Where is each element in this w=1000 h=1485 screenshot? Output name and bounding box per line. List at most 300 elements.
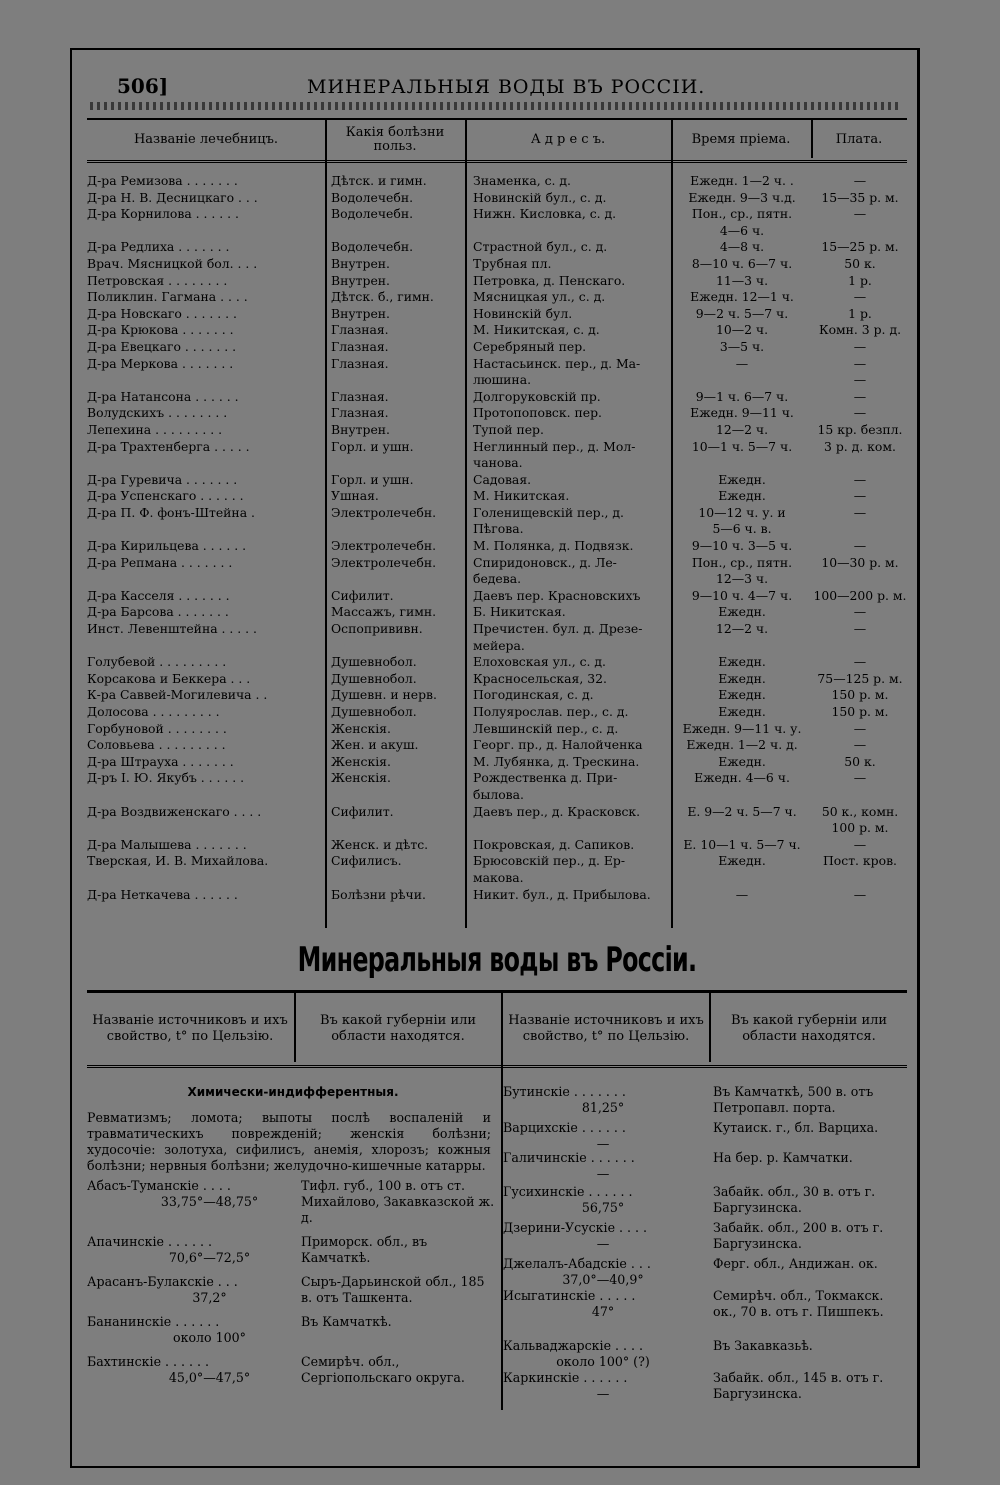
cell-time: Ежедн. xyxy=(718,604,766,620)
cell-address: бедева. xyxy=(473,571,522,587)
cell-diseases: Горл. и ушн. xyxy=(331,471,414,487)
cell-diseases: Электролечебн. xyxy=(331,554,437,570)
source-name: Бахтинскіе . . . . . . xyxy=(87,1354,210,1369)
cell-time: Ежедн. 1—2 ч. . xyxy=(690,173,794,188)
cell-time: Пон., ср., пятн. xyxy=(691,206,793,222)
list-item xyxy=(503,1084,907,1120)
cell-diseases: Дѣтск. и гимн. xyxy=(331,173,427,188)
cell-diseases: Внутрен. xyxy=(331,255,390,271)
cell-fee: — xyxy=(853,737,867,753)
cell-address: М. Никитская. xyxy=(473,488,570,504)
cell-name: Корсакова и Беккера . . . xyxy=(87,670,251,686)
source-name-cell xyxy=(503,1338,703,1370)
cell-diseases: Электролечебн. xyxy=(331,538,437,554)
cell-fee: 3 р. д. ком. xyxy=(824,438,896,454)
cell-time: Ежедн. xyxy=(718,753,766,769)
source-province: На бер. р. Камчатки. xyxy=(713,1150,853,1165)
cell-fee: — xyxy=(853,405,867,421)
cell-address: Голенищевскій пер., д. xyxy=(473,504,624,520)
cell-fee: 100 р. м. xyxy=(831,820,889,836)
cell-time: 9—1 ч. 6—7 ч. xyxy=(695,388,789,404)
cell-address: М. Полянка, д. Подвязк. xyxy=(473,538,634,554)
table-row xyxy=(87,804,907,821)
cell-name: Д-ра Касселя . . . . . . . xyxy=(87,587,230,603)
cell-diseases: Глазная. xyxy=(331,322,389,338)
table-row xyxy=(87,488,907,505)
cell-name: Д-ра Редлиха . . . . . . . xyxy=(87,239,230,255)
table-row xyxy=(87,604,907,621)
cell-fee: — xyxy=(853,471,867,487)
source-temp: 37,0°—40,9° xyxy=(562,1272,644,1287)
cell-fee: — xyxy=(853,488,867,504)
cell-name: Инст. Левенштейна . . . . . xyxy=(87,621,257,637)
cell-time: 10—12 ч. у. и xyxy=(698,504,786,520)
cell-fee: — xyxy=(853,504,867,520)
column-rule xyxy=(294,990,296,1062)
cell-time: 9—10 ч. 3—5 ч. xyxy=(691,538,793,554)
cell-address: Елоховская ул., с. д. xyxy=(473,654,606,670)
page-number: 506] xyxy=(117,74,169,98)
table-row xyxy=(87,190,907,207)
table-row xyxy=(87,621,907,638)
cell-time: 12—2 ч. xyxy=(715,421,769,437)
cell-diseases: Душевн. и нерв. xyxy=(331,687,437,703)
clinics-table-body xyxy=(87,173,907,903)
cell-diseases: Водолечебн. xyxy=(331,239,414,255)
list-item xyxy=(503,1256,907,1288)
source-province: Семирѣч. обл., Токмакск. ок., 70 в. отъ г. Пишпекъ. xyxy=(713,1288,884,1319)
cell-time: 10—1 ч. 5—7 ч. xyxy=(691,438,793,454)
table-row xyxy=(87,588,907,605)
cell-name: Д-ра Штрауха . . . . . . . xyxy=(87,753,234,769)
cell-name: Д-ра Воздвиженскаго . . . . xyxy=(87,803,262,819)
cell-time: 12—3 ч. xyxy=(715,571,769,587)
cell-address: чанова. xyxy=(473,455,523,471)
cell-diseases: Внутрен. xyxy=(331,305,390,321)
cell-fee: — xyxy=(853,538,867,554)
cell-name: Д-ра Новскаго . . . . . . . xyxy=(87,305,237,321)
source-temp: — xyxy=(596,1386,610,1401)
cell-fee: 150 р. м. xyxy=(831,687,889,703)
cell-address: Спиридоновск., д. Ле- xyxy=(473,554,617,570)
table-row xyxy=(87,638,907,655)
table-row xyxy=(87,687,907,704)
header-time: Время прiема. xyxy=(691,132,791,147)
source-province: Кутаиск. г., бл. Варциха. xyxy=(713,1120,879,1135)
cell-diseases: Душевнобол. xyxy=(331,670,417,686)
cell-address: Новинскій бул., с. д. xyxy=(473,189,607,205)
source-province: Ферг. обл., Андижан. ок. xyxy=(713,1256,878,1271)
source-name-cell xyxy=(503,1370,703,1402)
source-name-cell xyxy=(503,1084,703,1116)
book-page xyxy=(70,48,920,1468)
cell-time: 8—10 ч. 6—7 ч. xyxy=(691,255,793,271)
cell-fee: 15—35 р. м. xyxy=(821,189,899,205)
source-temp: 81,25° xyxy=(581,1100,625,1115)
source-temp: 37,2° xyxy=(192,1290,227,1305)
cell-name: Д-ра Малышева . . . . . . . xyxy=(87,836,247,852)
cell-address: М. Никитская, с. д. xyxy=(473,322,600,338)
header-name: Названiе лечебницъ. xyxy=(133,132,279,147)
source-temp: — xyxy=(596,1236,610,1251)
cell-name: Лепехина . . . . . . . . . xyxy=(87,421,223,437)
source-temp: 56,75° xyxy=(581,1200,625,1215)
cell-address: Даевъ пер. Красновскихъ xyxy=(473,587,641,603)
source-temp: — xyxy=(596,1136,610,1151)
cell-address: Красносельская, 32. xyxy=(473,670,607,686)
table-row xyxy=(87,820,907,837)
cell-diseases: Глазная. xyxy=(331,388,389,404)
cell-diseases: Дѣтск. б., гимн. xyxy=(331,289,434,305)
cell-fee: — xyxy=(853,654,867,670)
source-name: Гусихинскіе . . . . . . xyxy=(503,1184,633,1199)
cell-address: былова. xyxy=(473,786,524,802)
cell-time: 3—5 ч. xyxy=(719,338,765,354)
source-province: Въ Закавказьѣ. xyxy=(713,1338,813,1353)
table-row xyxy=(87,256,907,273)
cell-diseases: Глазная. xyxy=(331,405,389,421)
cell-fee: 50 к., комн. xyxy=(821,803,899,819)
source-province: Въ Камчаткѣ. xyxy=(301,1314,392,1329)
cell-name: Голубевой . . . . . . . . . xyxy=(87,654,227,670)
cell-time: 4—6 ч. xyxy=(719,222,765,238)
cell-name: Д-ра П. Ф. фонъ-Штейна . xyxy=(87,504,255,520)
cell-time: Ежедн. xyxy=(718,687,766,703)
source-name-cell xyxy=(87,1314,292,1346)
source-name: Абасъ-Туманскіе . . . . xyxy=(87,1178,231,1193)
cell-address: Петровка, д. Пенскаго. xyxy=(473,272,626,288)
cell-name: Петровская . . . . . . . . xyxy=(87,272,228,288)
source-name: Кальваджарскіе . . . . xyxy=(503,1338,644,1353)
table-row xyxy=(87,372,907,389)
table-row xyxy=(87,422,907,439)
cell-time: Ежедн. xyxy=(718,471,766,487)
source-name: Бананинскіе . . . . . . xyxy=(87,1314,220,1329)
cell-address: мейера. xyxy=(473,637,525,653)
source-name: Варцихскіе . . . . . . xyxy=(503,1120,626,1135)
cell-name: Врач. Мясницкой бол. . . . xyxy=(87,255,258,271)
cell-address: Серебряный пер. xyxy=(473,338,587,354)
cell-address: люшина. xyxy=(473,372,532,388)
header-province-left: Въ какой губерніи или области находятся. xyxy=(319,1013,477,1044)
cell-diseases: Оспопрививн. xyxy=(331,621,423,637)
cell-address: Покровская, д. Сапиков. xyxy=(473,836,635,852)
source-name-cell xyxy=(503,1184,703,1216)
cell-address: Страстной бул., с. д. xyxy=(473,239,608,255)
source-province: Тифл. губ., 100 в. отъ ст. Михайлово, Закавказской ж. д. xyxy=(301,1178,495,1225)
source-name: Исыгатинскіе . . . . . xyxy=(503,1288,636,1303)
table-row xyxy=(87,405,907,422)
cell-fee: — xyxy=(853,372,867,388)
source-province: Приморск. обл., въ Камчаткѣ. xyxy=(301,1234,428,1265)
source-name-cell xyxy=(503,1150,703,1182)
cell-address: Погодинская, с. д. xyxy=(473,687,594,703)
cell-fee: 50 к. xyxy=(844,753,876,769)
source-name: Бутинскіе . . . . . . . xyxy=(503,1084,626,1099)
table-row xyxy=(87,206,907,223)
cell-address: Полуярослав. пер., с. д. xyxy=(473,704,629,719)
cell-fee: 75—125 р. м. xyxy=(817,670,903,686)
cell-diseases: Женскія. xyxy=(331,720,391,736)
column-rule xyxy=(709,990,711,1062)
cell-diseases: Сифилит. xyxy=(331,803,394,819)
source-name-cell xyxy=(503,1120,703,1152)
running-title: МИНЕРАЛЬНЫЯ ВОДЫ ВЪ РОССIИ. xyxy=(307,76,706,98)
source-name: Дзерини-Усускіе . . . . xyxy=(503,1220,648,1235)
cell-diseases: Жен. и акуш. xyxy=(331,737,419,753)
cell-address: Даевъ пер., д. Красковск. xyxy=(473,803,641,819)
clinics-table-header xyxy=(87,118,907,163)
cell-address: Настасьинск. пер., д. Ма- xyxy=(473,355,641,371)
source-province: Забайк. обл., 30 в. отъ г. Баргузинска. xyxy=(713,1184,876,1215)
cell-time: Пон., ср., пятн. xyxy=(691,554,793,570)
cell-time: — xyxy=(735,886,749,902)
cell-fee: 1 р. xyxy=(848,272,872,288)
cell-diseases: Горл. и ушн. xyxy=(331,438,414,454)
cell-fee: 15 кр. безпл. xyxy=(817,421,903,437)
cell-time: Ежедн. xyxy=(718,654,766,670)
table-row xyxy=(87,555,907,572)
table-row xyxy=(87,704,907,721)
cell-name: Д-ра Кирильцева . . . . . . xyxy=(87,538,247,554)
source-name-cell xyxy=(503,1220,703,1252)
cell-name: Д-ра Евецкаго . . . . . . . xyxy=(87,338,237,354)
list-item xyxy=(503,1220,907,1256)
source-name-cell xyxy=(87,1274,292,1306)
source-province: Забайк. обл., 200 в. отъ г. Баргузинска. xyxy=(713,1220,884,1251)
source-temp: — xyxy=(596,1166,610,1181)
source-temp: 33,75°—48,75° xyxy=(160,1194,259,1209)
table-row xyxy=(87,356,907,373)
table-row xyxy=(87,737,907,754)
cell-fee: — xyxy=(853,886,867,902)
table-row xyxy=(87,538,907,555)
cell-fee: 10—30 р. м. xyxy=(821,554,899,570)
cell-fee: — xyxy=(853,289,867,305)
waters-right-column xyxy=(503,1084,907,1406)
cell-time: Ежедн. 9—11 ч. у. xyxy=(682,720,802,736)
cell-address: Нижн. Кисловка, с. д. xyxy=(473,206,617,222)
cell-address: Тупой пер. xyxy=(473,421,544,437)
source-province: Семирѣч. обл., Сергіопольскаго округа. xyxy=(301,1354,465,1385)
source-temp: 47° xyxy=(591,1304,615,1319)
cell-fee: — xyxy=(853,206,867,222)
decorative-rule xyxy=(90,102,900,110)
table-row xyxy=(87,754,907,771)
list-item xyxy=(503,1150,907,1184)
cell-name: Соловьева . . . . . . . . . xyxy=(87,737,226,753)
indications-text: Ревматизмъ; ломота; выпоты послѣ воспаленій и травматическихъ поврежденій; женскія болѣзни; худосочіе: золотуха, сифилисъ, анемія, хлорозъ; кожныя болѣзни; нервныя болѣзни; желудочно-кишечные катарры. xyxy=(87,1110,491,1173)
source-temp: 70,6°—72,5° xyxy=(168,1250,251,1265)
cell-fee: — xyxy=(853,621,867,637)
source-temp: около 100° (?) xyxy=(556,1354,650,1369)
table-row xyxy=(87,671,907,688)
cell-diseases: Сифилисъ. xyxy=(331,853,402,869)
list-item xyxy=(503,1184,907,1220)
cell-address: Пѣгова. xyxy=(473,521,524,537)
cell-diseases: Женск. и дѣтс. xyxy=(331,836,429,852)
cell-diseases: Душевнобол. xyxy=(331,654,417,670)
running-header xyxy=(117,68,917,104)
cell-name: Д-ра Крюкова . . . . . . . xyxy=(87,322,234,338)
section-title: Минеральныя воды въ Россіи. xyxy=(297,940,697,980)
cell-diseases: Глазная. xyxy=(331,338,389,354)
cell-diseases: Электролечебн. xyxy=(331,504,437,520)
table-row xyxy=(87,721,907,738)
header-diseases: Какiя болѣзни польз. xyxy=(345,125,445,154)
table-row xyxy=(87,306,907,323)
cell-name: К-ра Саввей-Могилевича . . xyxy=(87,687,268,703)
header-source-right: Названіе источниковъ и ихъ свойство, t° по Цельзію. xyxy=(508,1013,704,1044)
cell-address: Долгоруковскій пр. xyxy=(473,388,601,404)
table-row xyxy=(87,505,907,522)
cell-name: Д-ръ І. Ю. Якубъ . . . . . . xyxy=(87,770,245,786)
waters-table xyxy=(87,990,907,1401)
cell-address: Пречистен. бул. д. Дрезе- xyxy=(473,621,643,637)
cell-address: Неглинный пер., д. Мол- xyxy=(473,438,636,454)
cell-time: Ежедн. 12—1 ч. xyxy=(690,289,794,305)
source-province: Въ Камчаткѣ, 500 в. отъ Петропавл. порта. xyxy=(713,1084,874,1115)
cell-fee: — xyxy=(853,338,867,354)
cell-fee: — xyxy=(853,836,867,852)
cell-diseases: Глазная. xyxy=(331,355,389,371)
cell-address: Новинскій бул. xyxy=(473,305,573,321)
table-row xyxy=(87,439,907,456)
cell-address: Брюсовскій пер., д. Ер- xyxy=(473,853,626,869)
cell-name: Д-ра Н. В. Десницкаго . . . xyxy=(87,189,258,205)
source-name: Арасанъ-Булакскіе . . . xyxy=(87,1274,238,1289)
cell-time: 9—2 ч. 5—7 ч. xyxy=(695,305,789,321)
table-row xyxy=(87,521,907,538)
table-row xyxy=(87,289,907,306)
cell-name: Д-ра Меркова . . . . . . . xyxy=(87,355,234,371)
cell-diseases: Массажъ, гимн. xyxy=(331,604,437,620)
list-item xyxy=(503,1120,907,1150)
cell-fee: — xyxy=(853,388,867,404)
source-name: Каркинскіе . . . . . . xyxy=(503,1370,628,1385)
cell-time: Е. 9—2 ч. 5—7 ч. xyxy=(687,803,797,819)
cell-name: Тверская, И. В. Михайлова. xyxy=(87,853,269,869)
cell-time: Ежедн. 9—11 ч. xyxy=(690,405,794,421)
cell-address: Левшинскій пер., с. д. xyxy=(473,720,619,736)
source-name: Галичинскіе . . . . . . xyxy=(503,1150,635,1165)
cell-time: — xyxy=(735,355,749,371)
cell-name: Д-ра Неткачева . . . . . . xyxy=(87,886,238,902)
source-temp: 45,0°—47,5° xyxy=(168,1370,251,1385)
chem-heading: Химически-индифферентныя. xyxy=(187,1085,399,1099)
cell-address: Рождественка д. При- xyxy=(473,770,618,786)
cell-diseases: Болѣзни рѣчи. xyxy=(331,886,426,902)
cell-name: Д-ра Репмана . . . . . . . xyxy=(87,554,233,570)
column-rule xyxy=(811,118,813,158)
cell-time: 11—3 ч. xyxy=(715,272,769,288)
table-row xyxy=(87,239,907,256)
cell-diseases: Сифилит. xyxy=(331,587,394,603)
table-row xyxy=(87,322,907,339)
source-name: Апачинскіе . . . . . . xyxy=(87,1234,212,1249)
source-name: Джелалъ-Абадскіе . . . xyxy=(503,1256,651,1271)
clinics-table xyxy=(87,118,907,903)
table-row xyxy=(87,654,907,671)
cell-fee: 1 р. xyxy=(848,305,872,321)
cell-diseases: Внутрен. xyxy=(331,421,390,437)
cell-name: Д-ра Корнилова . . . . . . xyxy=(87,206,239,222)
cell-time: Ежедн. xyxy=(718,704,766,719)
cell-fee: — xyxy=(853,720,867,736)
source-name-cell xyxy=(503,1256,703,1288)
cell-time: 4—8 ч. xyxy=(719,239,765,255)
table-row xyxy=(87,273,907,290)
cell-time: Ежедн. xyxy=(718,853,766,869)
cell-address: Трубная пл. xyxy=(473,255,552,271)
cell-address: Садовая. xyxy=(473,471,532,487)
list-item xyxy=(503,1370,907,1406)
cell-time: 12—2 ч. xyxy=(715,621,769,637)
cell-fee: 150 р. м. xyxy=(831,704,889,719)
cell-diseases: Внутрен. xyxy=(331,272,390,288)
table-row xyxy=(87,870,907,887)
header-address: А д р е с ъ. xyxy=(530,132,606,147)
cell-diseases: Водолечебн. xyxy=(331,189,414,205)
cell-address: Никит. бул., д. Прибылова. xyxy=(473,886,651,902)
cell-time: Ежедн. 1—2 ч. д. xyxy=(686,737,798,753)
cell-fee: Комн. 3 р. д. xyxy=(818,322,902,338)
table-row xyxy=(87,770,907,787)
cell-diseases: Водолечебн. xyxy=(331,206,414,222)
header-fee: Плата. xyxy=(835,132,883,147)
cell-time: Ежедн. 9—3 ч.д. xyxy=(688,189,796,205)
cell-name: Д-ра Трахтенберга . . . . . xyxy=(87,438,250,454)
cell-name: Д-ра Ремизова . . . . . . . xyxy=(87,173,238,188)
source-province: Забайк. обл., 145 в. отъ г. Баргузинска. xyxy=(713,1370,884,1401)
table-row xyxy=(87,853,907,870)
cell-time: 5—6 ч. в. xyxy=(712,521,772,537)
waters-table-header xyxy=(87,990,907,1068)
list-item xyxy=(503,1338,907,1370)
source-name-cell xyxy=(87,1234,292,1266)
cell-fee: 50 к. xyxy=(844,255,876,271)
source-name-cell xyxy=(87,1178,292,1210)
cell-time: Ежедн. xyxy=(718,670,766,686)
cell-diseases: Душевнобол. xyxy=(331,704,417,719)
cell-address: Георг. пр., д. Налойченка xyxy=(473,737,643,753)
cell-name: Волудскихъ . . . . . . . . xyxy=(87,405,228,421)
cell-fee: 15—25 р. м. xyxy=(821,239,899,255)
header-province-right: Въ какой губерніи или области находятся. xyxy=(730,1013,888,1044)
cell-name: Горбуновой . . . . . . . . xyxy=(87,720,227,736)
cell-fee: Пост. кров. xyxy=(823,853,897,869)
cell-address: Б. Никитская. xyxy=(473,604,566,620)
table-row xyxy=(87,571,907,588)
cell-diseases: Женскія. xyxy=(331,770,391,786)
cell-name: Д-ра Натансона . . . . . . xyxy=(87,388,239,404)
table-row xyxy=(87,223,907,240)
cell-time: Ежедн. xyxy=(718,488,766,504)
cell-fee: — xyxy=(853,355,867,371)
cell-address: Знаменка, с. д. xyxy=(473,173,571,188)
waters-table-body xyxy=(87,1084,907,1401)
table-row xyxy=(87,455,907,472)
source-name-cell xyxy=(87,1354,292,1386)
table-row xyxy=(87,787,907,804)
cell-name: Д-ра Барсова . . . . . . . xyxy=(87,604,229,620)
source-temp: около 100° xyxy=(173,1330,246,1345)
cell-diseases: Женскія. xyxy=(331,753,391,769)
cell-time: 9—10 ч. 4—7 ч. xyxy=(691,587,793,603)
cell-fee: — xyxy=(853,604,867,620)
cell-address: Протопоповск. пер. xyxy=(473,405,602,421)
table-row xyxy=(87,472,907,489)
